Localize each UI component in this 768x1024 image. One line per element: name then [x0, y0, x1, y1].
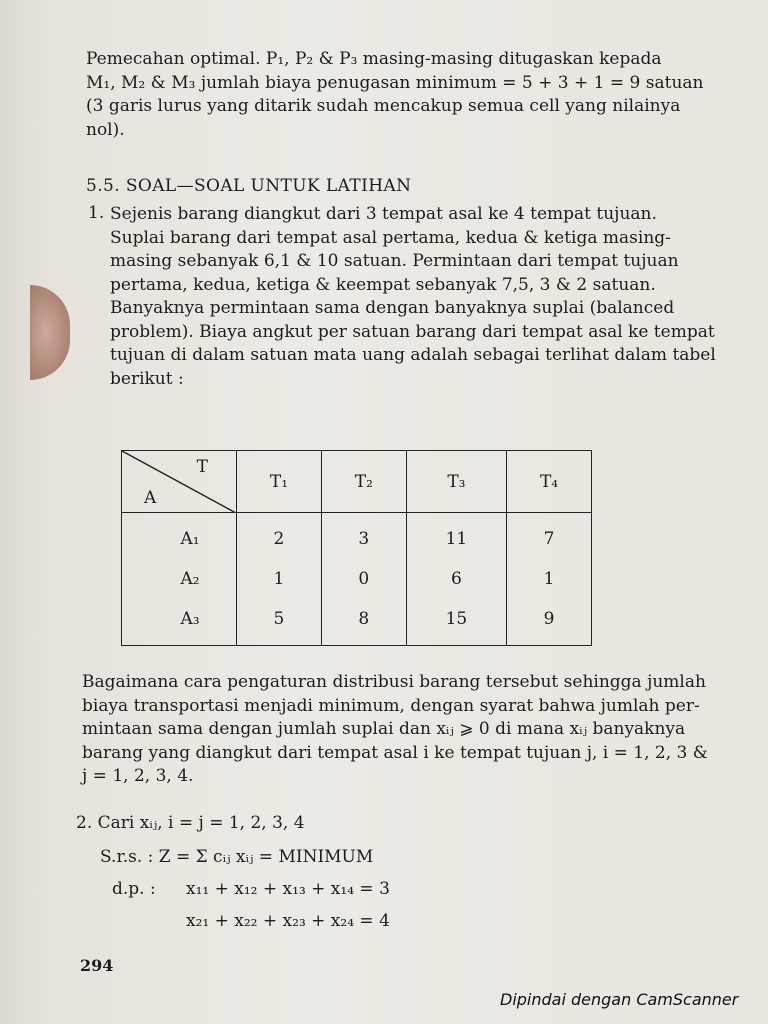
paragraph-optimal-solution — [86, 48, 716, 142]
table-row — [122, 559, 592, 599]
table-cell: 9 — [507, 599, 592, 646]
text-line: berikut : — [110, 368, 184, 389]
objective-function: S.r.s. : Z = Σ cᵢⱼ xᵢⱼ = MINIMUM — [100, 847, 374, 867]
text-line: biaya transportasi menjadi minimum, dengan syarat bahwa jumlah per- — [82, 695, 700, 716]
text-line: Sejenis barang diangkut dari 3 tempat asal ke 4 tempat tujuan. — [110, 204, 657, 224]
question-2-text: 2. Cari xᵢⱼ, i = j = 1, 2, 3, 4 — [76, 813, 305, 833]
table-cell: 3 — [321, 513, 406, 560]
table-header-row — [122, 451, 592, 513]
table-cell: 1 — [507, 559, 592, 599]
corner-label-destination: T — [196, 457, 208, 477]
page-number: 294 — [80, 956, 114, 975]
table-cell: 11 — [406, 513, 506, 560]
table-cell: 1 — [237, 559, 322, 599]
constraint-equation: x₂₁ + x₂₂ + x₂₃ + x₂₄ = 4 — [186, 911, 390, 931]
table-row — [122, 599, 592, 646]
table-cell: 8 — [321, 599, 406, 646]
scanner-watermark: Dipindai dengan CamScanner — [500, 990, 739, 1009]
column-header: T₁ — [237, 451, 322, 513]
corner-label-origin: A — [144, 488, 157, 508]
row-header: A₂ — [122, 559, 237, 599]
table-row — [122, 513, 592, 560]
text-line: M₁, M₂ & M₃ jumlah biaya penugasan minimum = 5 + 3 + 1 = 9 satuan — [86, 72, 704, 93]
question-1-text — [110, 203, 715, 391]
text-line: Banyaknya permintaan sama dengan banyaknya suplai (balanced — [110, 298, 675, 318]
text-line: Bagaimana cara pengaturan distribusi barang tersebut sehingga jumlah — [82, 672, 706, 692]
question-number: 1. — [88, 203, 105, 223]
row-header: A₁ — [122, 513, 237, 560]
column-header: T₄ — [507, 451, 592, 513]
text-line: Suplai barang dari tempat asal pertama, kedua & ketiga masing- — [110, 227, 671, 248]
text-line: problem). Biaya angkut per satuan barang dari tempat asal ke tempat — [110, 321, 715, 342]
text-line: Pemecahan optimal. P₁, P₂ & P₃ masing-masing ditugaskan kepada — [86, 49, 662, 69]
row-header: A₃ — [122, 599, 237, 646]
constraints-label: d.p. : — [112, 879, 156, 899]
text-line: barang yang diangkut dari tempat asal i ke tempat tujuan j, i = 1, 2, 3 & — [82, 742, 708, 763]
table-cell: 15 — [406, 599, 506, 646]
section-heading: 5.5. SOAL—SOAL UNTUK LATIHAN — [86, 176, 412, 196]
constraint-equation: x₁₁ + x₁₂ + x₁₃ + x₁₄ = 3 — [186, 879, 390, 899]
cost-table — [121, 450, 592, 646]
diagonal-divider — [122, 451, 236, 513]
text-line: pertama, kedua, ketiga & keempat sebanyak 7,5, 3 & 2 satuan. — [110, 274, 656, 295]
table-cell: 2 — [237, 513, 322, 560]
corner-cell — [122, 451, 237, 513]
text-line: masing sebanyak 6,1 & 10 satuan. Permintaan dari tempat tujuan — [110, 251, 679, 271]
text-line: mintaan sama dengan jumlah suplai dan xᵢⱼ ⩾ 0 di mana xᵢⱼ banyaknya — [82, 719, 686, 739]
text-line: tujuan di dalam satuan mata uang adalah sebagai terlihat dalam tabel — [110, 345, 716, 365]
paragraph-question — [82, 671, 722, 789]
text-line: (3 garis lurus yang ditarik sudah mencakup semua cell yang nilainya — [86, 96, 681, 116]
text-line: j = 1, 2, 3, 4. — [82, 766, 194, 786]
thumb-shadow — [30, 285, 70, 380]
table-cell: 6 — [406, 559, 506, 599]
table-cell: 5 — [237, 599, 322, 646]
column-header: T₂ — [321, 451, 406, 513]
text-line: nol). — [86, 119, 125, 140]
table-cell: 7 — [507, 513, 592, 560]
table-cell: 0 — [321, 559, 406, 599]
column-header: T₃ — [406, 451, 506, 513]
